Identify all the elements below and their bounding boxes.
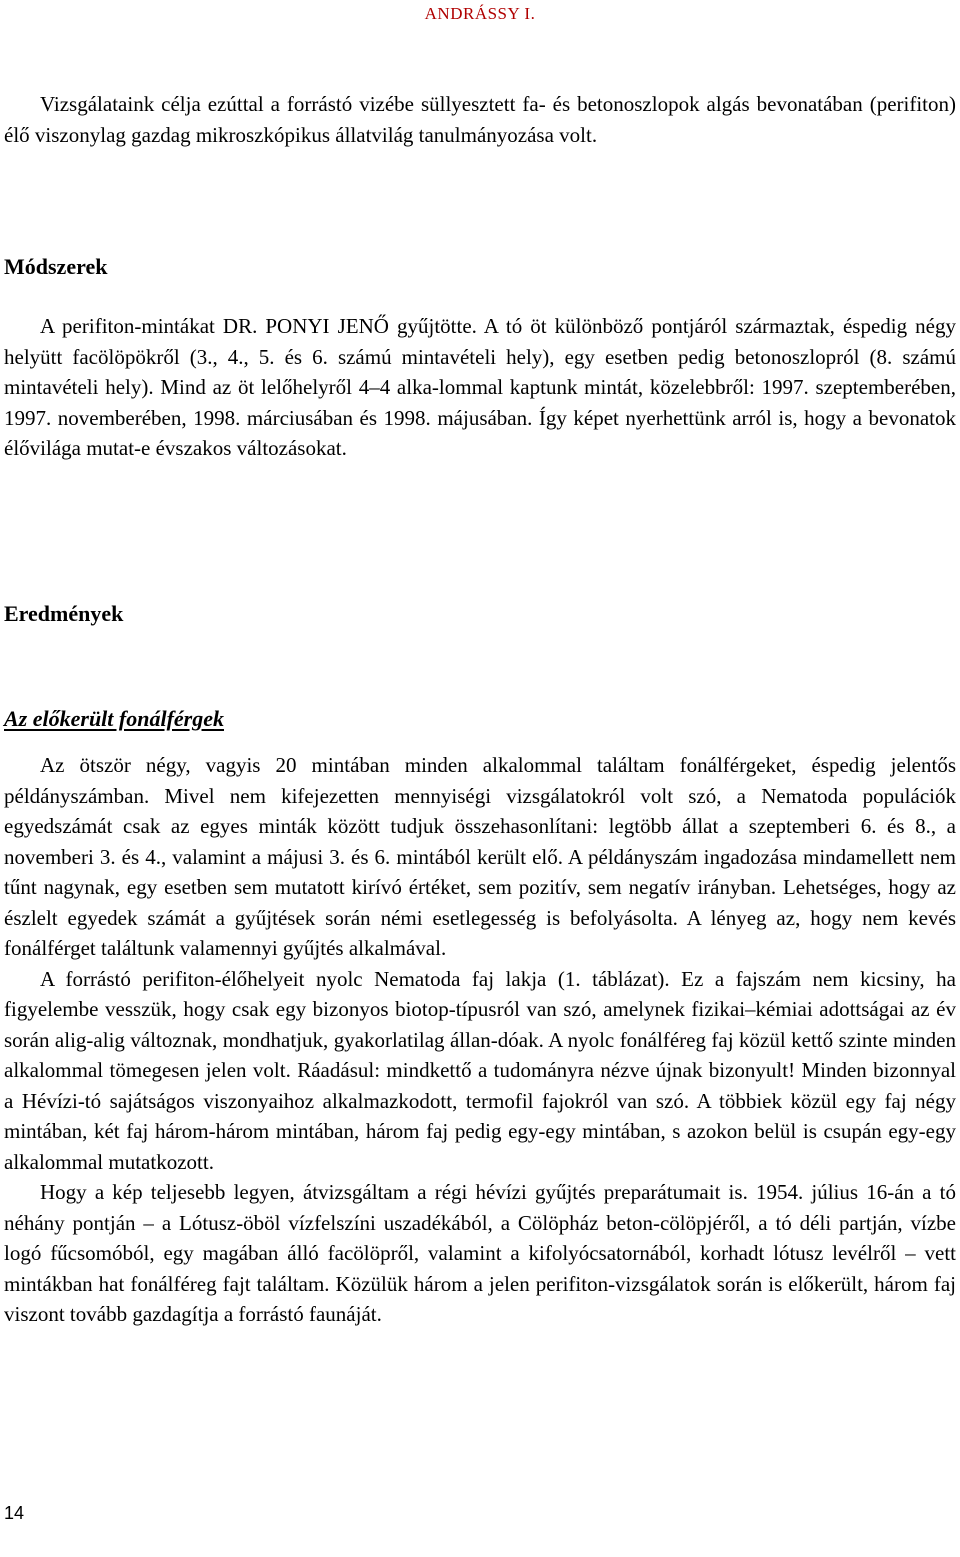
methods-heading: Módszerek bbox=[4, 254, 108, 279]
results-paragraph-2: A forrástó perifiton-élőhelyeit nyolc Nematoda faj lakja (1. táblázat). Ez a fajszám nem kicsiny, ha figyelembe vesszük, hogy csak egy bizonyos biotop-típusról van szó, amelynek fizikai–kémiai adottságai az év során alig-alig változnak, mondhatjuk, gyakorlatilag állan-dóak. A nyolc fonálféreg faj közül kettő szinte minden alkalommal tömegesen jelen volt. Ráadásul: mindkettő a tudományra nézve újnak bizonyult! Minden bizonnyal a Hévízi-tó sajátságos viszonyaihoz alkalmazkodott, termofil fajokról van szó. A többiek közül egy faj négy mintában, két faj három-három mintában, három faj pedig egy-egy mintában, s azokon belül is csupán egy-egy alkalommal mutatkozott. bbox=[4, 966, 956, 1174]
results-paragraph-3: Hogy a kép teljesebb legyen, átvizsgáltam a régi hévízi gyűjtés preparátumait is. 1954. július 16-án a tó néhány pontján – a Lótusz-öböl vízfelszíni uszadékából, a Cölöpház beton-cölöpjéről, a tó déli partján, vízbe logó fűcsomóból, egy magában álló facölöpről, valamint a kifolyócsatornából, korhadt lótusz levélről – vett mintákban hat fonálféreg fajt találtam. Közülük három a jelen perifiton-vizsgálatok során is előkerült, három faj viszont tovább gazdagítja a forrástó faunáját. bbox=[4, 1180, 956, 1326]
results-subheading: Az előkerült fonálférgek bbox=[4, 706, 224, 731]
methods-paragraph: A perifiton-mintákat DR. PONYI JENŐ gyűjtötte. A tó öt különböző pontjáról származtak, éspedig négy helyütt facölöpökről (3., 4., 5. és 6. számú mintavételi hely), egy esetben pedig betonoszlopról (8. számú mintavételi hely). Mind az öt lelőhelyről 4–4 alka-lommal kaptunk mintát, közelebbről: 1997. szeptemberében, 1997. novemberében, 1998. márciusában és 1998. májusában. Így képet nyerhettünk arról is, hogy a bevonatok élővilága mutat-e évszakos változásokat. bbox=[4, 314, 956, 460]
results-heading: Eredmények bbox=[4, 601, 124, 626]
results-section bbox=[4, 750, 956, 1330]
intro-text: Vizsgálataink célja ezúttal a forrástó vizébe süllyesztett fa- és betonoszlopok algás bevonatában (perifiton) élő viszonylag gazdag mikroszkópikus állatvilág tanulmányozása volt. bbox=[4, 92, 956, 147]
running-header: ANDRÁSSY I. bbox=[424, 4, 536, 23]
results-paragraph-1: Az ötször négy, vagyis 20 mintában minden alkalommal találtam fonálférgeket, éspedig jelentős példányszámban. Mivel nem kifejezetten mennyiségi vizsgálatokról volt szó, a Nematoda populációk egyedszámát csak az egyes minták között tudjuk összehasonlítani: legtöbb állat a szeptemberi 6. és 8., a novemberi 3. és 4., valamint a májusi 3. és 6. mintából került elő. A példányszám ingadozása mindamellett nem tűnt nagynak, egy esetben sem mutatott kirívó értéket, sem pozitív, sem negatív irányban. Lehetséges, hogy az észlelt egyedek számát a gyűjtések során némi esetlegesség is befolyásolta. A lényeg az, hogy nem kevés fonálférget találtunk valamennyi gyűjtés alkalmával. bbox=[4, 753, 956, 960]
page-number: 14 bbox=[4, 1503, 25, 1523]
intro-paragraph bbox=[4, 89, 956, 150]
methods-section bbox=[4, 311, 956, 464]
